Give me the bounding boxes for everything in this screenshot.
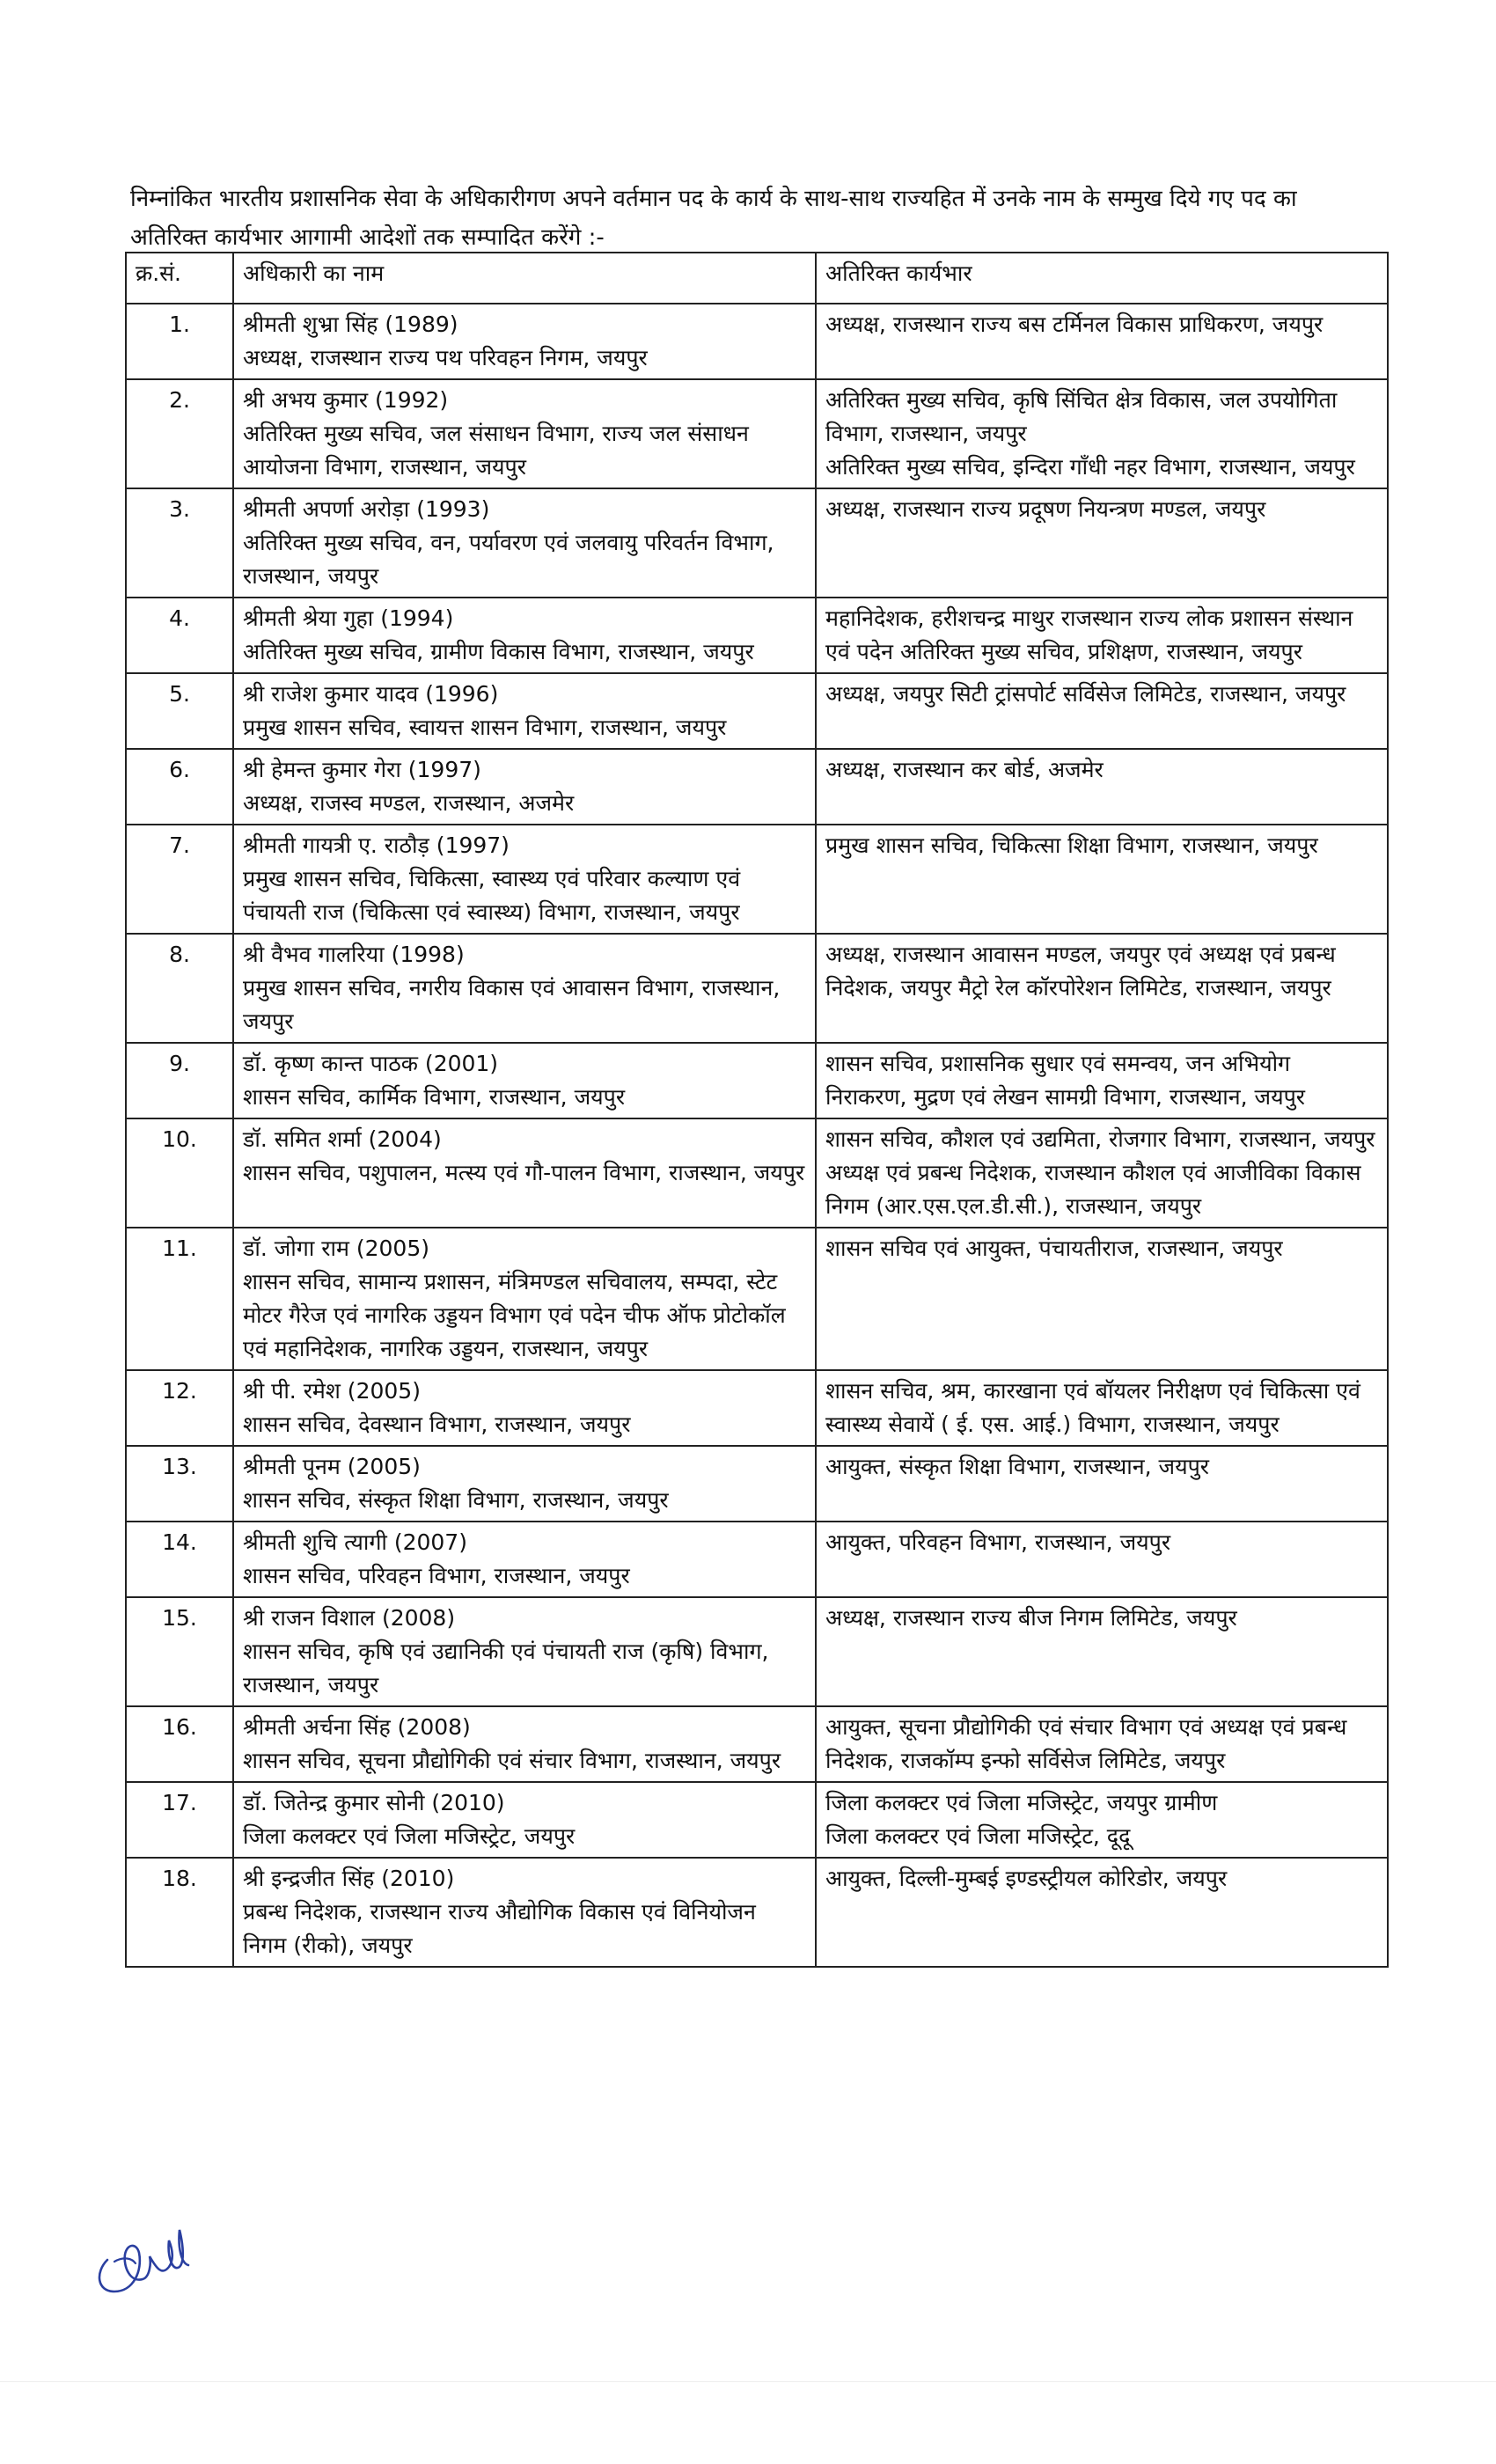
additional-charge-cell xyxy=(816,1858,1388,1967)
table-row xyxy=(126,488,1388,598)
additional-charge-text: शासन सचिव, कौशल एवं उद्यमिता, रोजगार विभाग, राजस्थान, जयपुर xyxy=(825,1126,1375,1152)
additional-charge-text: प्रमुख शासन सचिव, चिकित्सा शिक्षा विभाग, राजस्थान, जयपुर xyxy=(825,832,1318,858)
officer-current-post: प्रमुख शासन सचिव, चिकित्सा, स्वास्थ्य एवं परिवार कल्याण एवं पंचायती राज (चिकित्सा एवं स्वास्थ्य) विभाग, राजस्थान, जयपुर xyxy=(243,866,741,925)
officer-current-post: अतिरिक्त मुख्य सचिव, ग्रामीण विकास विभाग, राजस्थान, जयपुर xyxy=(243,639,754,664)
serial-number: 7. xyxy=(126,825,233,934)
header-serial: क्र.सं. xyxy=(126,253,233,304)
serial-number: 3. xyxy=(126,488,233,598)
additional-charge-cell xyxy=(816,1118,1388,1228)
additional-charge-cell xyxy=(816,1370,1388,1446)
officer-current-post: शासन सचिव, परिवहन विभाग, राजस्थान, जयपुर xyxy=(243,1563,630,1588)
additional-charge-cell xyxy=(816,1043,1388,1118)
officer-cell xyxy=(233,1782,816,1858)
officer-cell xyxy=(233,1228,816,1370)
officer-name: श्रीमती शुभ्रा सिंह (1989) xyxy=(243,312,458,337)
additional-charge-text: शासन सचिव एवं आयुक्त, पंचायतीराज, राजस्थान, जयपुर xyxy=(825,1236,1283,1261)
officer-cell xyxy=(233,749,816,825)
additional-charge-text: महानिदेशक, हरीशचन्द्र माथुर राजस्थान राज्य लोक प्रशासन संस्थान एवं पदेन अतिरिक्त मुख्य सचिव, प्रशिक्षण, राजस्थान, जयपुर xyxy=(825,605,1353,664)
officer-name: श्रीमती अपर्णा अरोड़ा (1993) xyxy=(243,496,490,522)
additional-charge-cell xyxy=(816,1446,1388,1522)
serial-number: 15. xyxy=(126,1597,233,1706)
additional-charge-cell xyxy=(816,934,1388,1043)
additional-charge-text: अध्यक्ष, राजस्थान कर बोर्ड, अजमेर xyxy=(825,757,1104,782)
officer-current-post: अध्यक्ष, राजस्थान राज्य पथ परिवहन निगम, जयपुर xyxy=(243,345,648,370)
additional-charge-cell xyxy=(816,488,1388,598)
additional-charge-text: अध्यक्ष, राजस्थान राज्य बीज निगम लिमिटेड, जयपुर xyxy=(825,1605,1237,1631)
officer-cell xyxy=(233,1370,816,1446)
officer-name: डॉ. समित शर्मा (2004) xyxy=(243,1126,442,1152)
additional-charge-cell xyxy=(816,749,1388,825)
serial-number: 12. xyxy=(126,1370,233,1446)
officer-current-post: प्रमुख शासन सचिव, स्वायत्त शासन विभाग, राजस्थान, जयपुर xyxy=(243,715,727,740)
serial-number: 10. xyxy=(126,1118,233,1228)
officer-name: श्री इन्द्रजीत सिंह (2010) xyxy=(243,1866,455,1891)
additional-charge-text: शासन सचिव, प्रशासनिक सुधार एवं समन्वय, जन अभियोग निराकरण, मुद्रण एवं लेखन सामग्री विभाग, राजस्थान, जयपुर xyxy=(825,1051,1305,1110)
table-row xyxy=(126,598,1388,673)
table-row xyxy=(126,1858,1388,1967)
officer-current-post: शासन सचिव, संस्कृत शिक्षा विभाग, राजस्थान, जयपुर xyxy=(243,1487,669,1513)
additional-charge-text: आयुक्त, संस्कृत शिक्षा विभाग, राजस्थान, जयपुर xyxy=(825,1454,1210,1479)
officer-name: श्रीमती गायत्री ए. राठौड़ (1997) xyxy=(243,832,510,858)
table-row xyxy=(126,1370,1388,1446)
serial-number: 17. xyxy=(126,1782,233,1858)
table-row xyxy=(126,1043,1388,1118)
officer-name: श्री वैभव गालरिया (1998) xyxy=(243,942,465,967)
officer-name: डॉ. जितेन्द्र कुमार सोनी (2010) xyxy=(243,1790,505,1815)
table-row xyxy=(126,1706,1388,1782)
officer-cell xyxy=(233,934,816,1043)
officer-current-post: शासन सचिव, कृषि एवं उद्यानिकी एवं पंचायती राज (कृषि) विभाग, राजस्थान, जयपुर xyxy=(243,1639,769,1698)
serial-number: 14. xyxy=(126,1522,233,1597)
officer-name: श्री राजन विशाल (2008) xyxy=(243,1605,456,1631)
signature-initials xyxy=(88,2218,194,2297)
table-row xyxy=(126,673,1388,749)
table-row xyxy=(126,825,1388,934)
additional-charge-table xyxy=(125,252,1389,1968)
table-row xyxy=(126,1597,1388,1706)
page-edge-line xyxy=(0,2381,1496,2382)
serial-number: 4. xyxy=(126,598,233,673)
officer-current-post: शासन सचिव, देवस्थान विभाग, राजस्थान, जयपुर xyxy=(243,1412,631,1437)
officer-name: श्री अभय कुमार (1992) xyxy=(243,387,449,413)
officer-cell xyxy=(233,1446,816,1522)
additional-charge-cell xyxy=(816,1597,1388,1706)
officer-current-post: अध्यक्ष, राजस्व मण्डल, राजस्थान, अजमेर xyxy=(243,790,575,816)
additional-charge-cell xyxy=(816,379,1388,488)
officer-name: श्री हेमन्त कुमार गेरा (1997) xyxy=(243,757,481,782)
table-header-row xyxy=(126,253,1388,304)
serial-number: 5. xyxy=(126,673,233,749)
table-row xyxy=(126,1118,1388,1228)
header-officer-name: अधिकारी का नाम xyxy=(233,253,816,304)
officer-cell xyxy=(233,598,816,673)
additional-charge-cell xyxy=(816,1706,1388,1782)
officer-name: श्रीमती अर्चना सिंह (2008) xyxy=(243,1714,471,1740)
officer-current-post: अतिरिक्त मुख्य सचिव, जल संसाधन विभाग, राज्य जल संसाधन आयोजना विभाग, राजस्थान, जयपुर xyxy=(243,421,749,480)
serial-number: 18. xyxy=(126,1858,233,1967)
serial-number: 8. xyxy=(126,934,233,1043)
table-row xyxy=(126,379,1388,488)
officer-current-post: शासन सचिव, पशुपालन, मत्स्य एवं गौ-पालन विभाग, राजस्थान, जयपुर xyxy=(243,1160,805,1185)
additional-charge-text: अध्यक्ष, राजस्थान राज्य बस टर्मिनल विकास प्राधिकरण, जयपुर xyxy=(825,312,1324,337)
serial-number: 9. xyxy=(126,1043,233,1118)
officer-cell xyxy=(233,304,816,379)
officer-cell xyxy=(233,1522,816,1597)
additional-charge-text: आयुक्त, दिल्ली-मुम्बई इण्डस्ट्रीयल कोरिडोर, जयपुर xyxy=(825,1866,1228,1891)
officer-current-post: प्रमुख शासन सचिव, नगरीय विकास एवं आवासन विभाग, राजस्थान, जयपुर xyxy=(243,975,781,1034)
officer-current-post: जिला कलक्टर एवं जिला मजिस्ट्रेट, जयपुर xyxy=(243,1823,576,1849)
serial-number: 13. xyxy=(126,1446,233,1522)
officer-name: श्रीमती श्रेया गुहा (1994) xyxy=(243,605,454,631)
table-row xyxy=(126,1782,1388,1858)
additional-charge-cell xyxy=(816,673,1388,749)
serial-number: 1. xyxy=(126,304,233,379)
additional-charge-text: जिला कलक्टर एवं जिला मजिस्ट्रेट, दूदू xyxy=(825,1823,1131,1849)
table-body xyxy=(126,304,1388,1967)
officer-name: श्री पी. रमेश (2005) xyxy=(243,1378,421,1404)
officer-name: श्री राजेश कुमार यादव (1996) xyxy=(243,681,499,707)
additional-charge-text: अध्यक्ष, राजस्थान आवासन मण्डल, जयपुर एवं अध्यक्ष एवं प्रबन्ध निदेशक, जयपुर मैट्रो रेल कॉरपोरेशन लिमिटेड, राजस्थान, जयपुर xyxy=(825,942,1336,1001)
officer-name: श्रीमती पूनम (2005) xyxy=(243,1454,421,1479)
additional-charge-text: आयुक्त, सूचना प्रौद्योगिकी एवं संचार विभाग एवं अध्यक्ष एवं प्रबन्ध निदेशक, राजकॉम्प इन्फो सर्विसेज लिमिटेड, जयपुर xyxy=(825,1714,1347,1773)
serial-number: 6. xyxy=(126,749,233,825)
serial-number: 2. xyxy=(126,379,233,488)
officer-name: श्रीमती शुचि त्यागी (2007) xyxy=(243,1529,467,1555)
officer-cell xyxy=(233,379,816,488)
officer-current-post: शासन सचिव, सूचना प्रौद्योगिकी एवं संचार विभाग, राजस्थान, जयपुर xyxy=(243,1748,781,1773)
serial-number: 16. xyxy=(126,1706,233,1782)
table-row xyxy=(126,1446,1388,1522)
officer-current-post: अतिरिक्त मुख्य सचिव, वन, पर्यावरण एवं जलवायु परिवर्तन विभाग, राजस्थान, जयपुर xyxy=(243,530,774,589)
additional-charge-cell xyxy=(816,304,1388,379)
additional-charge-text: आयुक्त, परिवहन विभाग, राजस्थान, जयपुर xyxy=(825,1529,1171,1555)
additional-charge-text: जिला कलक्टर एवं जिला मजिस्ट्रेट, जयपुर ग्रामीण xyxy=(825,1790,1218,1815)
additional-charge-text: अतिरिक्त मुख्य सचिव, इन्दिरा गाँधी नहर विभाग, राजस्थान, जयपुर xyxy=(825,454,1355,480)
additional-charge-text: अध्यक्ष, राजस्थान राज्य प्रदूषण नियन्त्रण मण्डल, जयपुर xyxy=(825,496,1266,522)
table-row xyxy=(126,1228,1388,1370)
officer-cell xyxy=(233,488,816,598)
additional-charge-cell xyxy=(816,1782,1388,1858)
officer-current-post: शासन सचिव, सामान्य प्रशासन, मंत्रिमण्डल सचिवालय, सम्पदा, स्टेट मोटर गैरेज एवं नागरिक उड्डयन विभाग एवं पदेन चीफ ऑफ प्रोटोकॉल एवं महानिदेशक, नागरिक उड्डयन, राजस्थान, जयपुर xyxy=(243,1269,786,1361)
additional-charge-cell xyxy=(816,598,1388,673)
officer-name: डॉ. कृष्ण कान्त पाठक (2001) xyxy=(243,1051,499,1076)
officer-current-post: प्रबन्ध निदेशक, राजस्थान राज्य औद्योगिक विकास एवं विनियोजन निगम (रीको), जयपुर xyxy=(243,1899,756,1958)
additional-charge-cell xyxy=(816,825,1388,934)
additional-charge-cell xyxy=(816,1228,1388,1370)
officer-cell xyxy=(233,673,816,749)
serial-number: 11. xyxy=(126,1228,233,1370)
additional-charge-text: अतिरिक्त मुख्य सचिव, कृषि सिंचित क्षेत्र विकास, जल उपयोगिता विभाग, राजस्थान, जयपुर xyxy=(825,387,1338,446)
intro-paragraph: निम्नांकित भारतीय प्रशासनिक सेवा के अधिकारीगण अपने वर्तमान पद के कार्य के साथ-साथ राज्यहित में उनके नाम के सम्मुख दिये गए पद का अतिरिक्त कार्यभार आगामी आदेशों तक सम्पादित करेंगे :- xyxy=(130,186,1297,251)
table-row xyxy=(126,1522,1388,1597)
additional-charge-cell xyxy=(816,1522,1388,1597)
officer-current-post: शासन सचिव, कार्मिक विभाग, राजस्थान, जयपुर xyxy=(243,1084,626,1110)
officer-cell xyxy=(233,825,816,934)
officer-name: डॉ. जोगा राम (2005) xyxy=(243,1236,429,1261)
table-row xyxy=(126,934,1388,1043)
header-additional-charge: अतिरिक्त कार्यभार xyxy=(816,253,1388,304)
additional-charge-text: अध्यक्ष, जयपुर सिटी ट्रांसपोर्ट सर्विसेज लिमिटेड, राजस्थान, जयपुर xyxy=(825,681,1346,707)
officer-cell xyxy=(233,1858,816,1967)
additional-charge-text: अध्यक्ष एवं प्रबन्ध निदेशक, राजस्थान कौशल एवं आजीविका विकास निगम (आर.एस.एल.डी.सी.), राजस्थान, जयपुर xyxy=(825,1160,1361,1219)
officer-cell xyxy=(233,1597,816,1706)
additional-charge-text: शासन सचिव, श्रम, कारखाना एवं बॉयलर निरीक्षण एवं चिकित्सा एवं स्वास्थ्य सेवायें ( ई. एस. आई.) विभाग, राजस्थान, जयपुर xyxy=(825,1378,1360,1437)
table-row xyxy=(126,304,1388,379)
officer-cell xyxy=(233,1118,816,1228)
officer-cell xyxy=(233,1043,816,1118)
table-row xyxy=(126,749,1388,825)
officer-cell xyxy=(233,1706,816,1782)
